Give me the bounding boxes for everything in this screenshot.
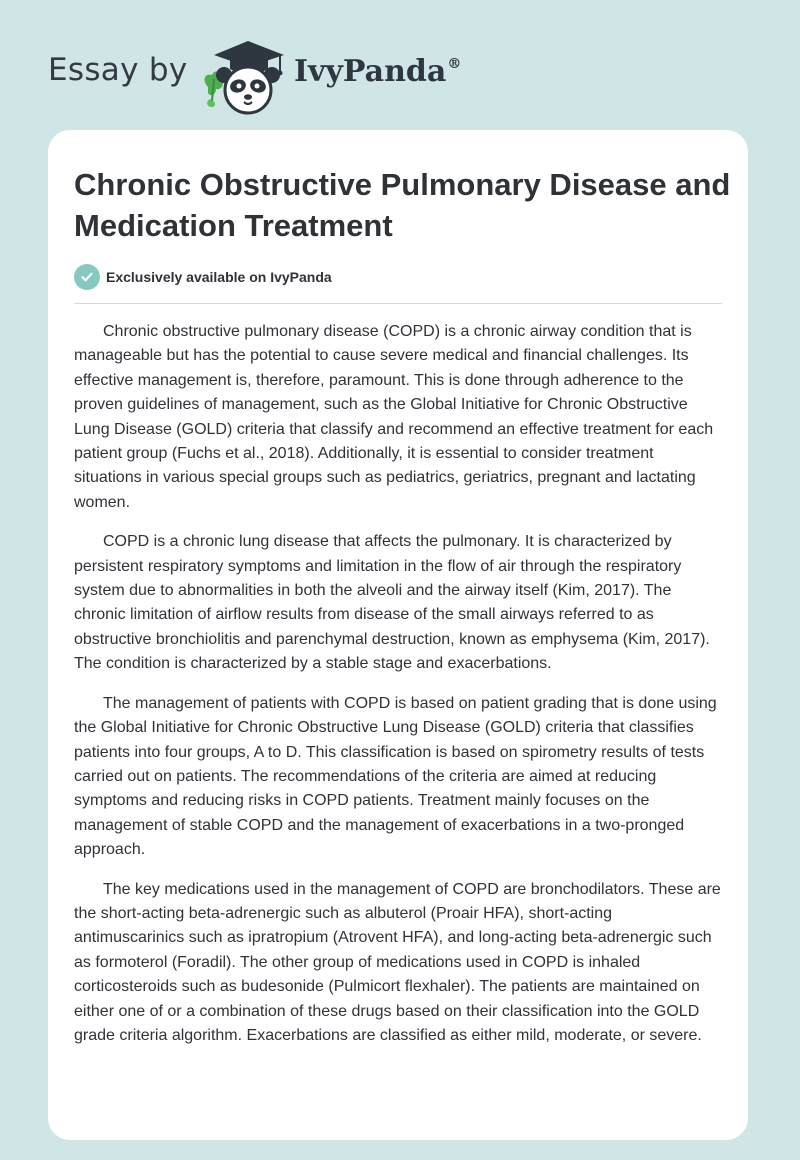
check-icon: [74, 264, 100, 290]
brand-prefix: Essay by: [48, 52, 188, 88]
site-header: [0, 30, 800, 120]
paragraph: Chronic obstructive pulmonary disease (COPD) is a chronic airway condition that is manageable but has the potential to cause severe medical and financial challenges. Its effective management is, therefore, paramount. This is done through adherence to the proven guidelines of management, such as the Global Initiative for Chronic Obstructive Lung Disease (GOLD) criteria that classify and recommend an effective treatment for each patient group (Fuchs et al., 2018). Additionally, it is essential to consider treatment situations in various special groups such as pediatrics, geriatrics, pregnant and lactating women.: [74, 323, 714, 511]
divider: [74, 303, 722, 304]
exclusive-badge: [74, 264, 332, 290]
article-card: [48, 130, 748, 1140]
paragraph: The management of patients with COPD is based on patient grading that is done using the Global Initiative for Chronic Obstructive Lung Disease (GOLD) criteria that classifies patients into four groups, A to D. This classification is based on spirometry results of tests carried out on patients. The recommendations of the criteria are aimed at reducing symptoms and reducing risks in COPD patients. Treatment mainly focuses on the management of stable COPD and the management of exacerbations in a two-pronged approach.: [74, 694, 717, 859]
brand-name[interactable]: [294, 54, 461, 89]
paragraph: COPD is a chronic lung disease that affects the pulmonary. It is characterized by persistent respiratory symptoms and limitation in the flow of air through the respiratory system due to abnormalities in both the alveoli and the airway itself (Kim, 2017). The chronic limitation of airflow results from disease of the small airways referred to as obstructive bronchiolitis and parenchymal destruction, known as emphysema (Kim, 2017). The condition is characterized by a stable stage and exacerbations.: [74, 533, 710, 673]
paragraph: The key medications used in the management of COPD are bronchodilators. These are the short-acting beta-adrenergic such as albuterol (Proair HFA), short-acting antimuscarinics such as ipratropium (Atrovent HFA), and long-acting beta-adrenergic such as formoterol (Foradil). The other group of medications used in COPD is inhaled corticosteroids such as budesonide (Pulmicort flexhaler). The patients are maintained on either one of or a combination of these drugs based on their classification into the GOLD grade criteria algorithm. Exacerbations are classified as either mild, moderate, or severe.: [74, 880, 721, 1044]
badge-label: Exclusively available on IvyPanda: [106, 269, 332, 285]
page-title: Chronic Obstructive Pulmonary Disease and Medication Treatment: [74, 167, 731, 243]
registered-mark: ®: [447, 56, 462, 72]
article-body: [74, 320, 724, 1110]
brand-name-text: IvyPanda: [294, 54, 447, 89]
panda-graduate-icon[interactable]: [200, 35, 292, 115]
